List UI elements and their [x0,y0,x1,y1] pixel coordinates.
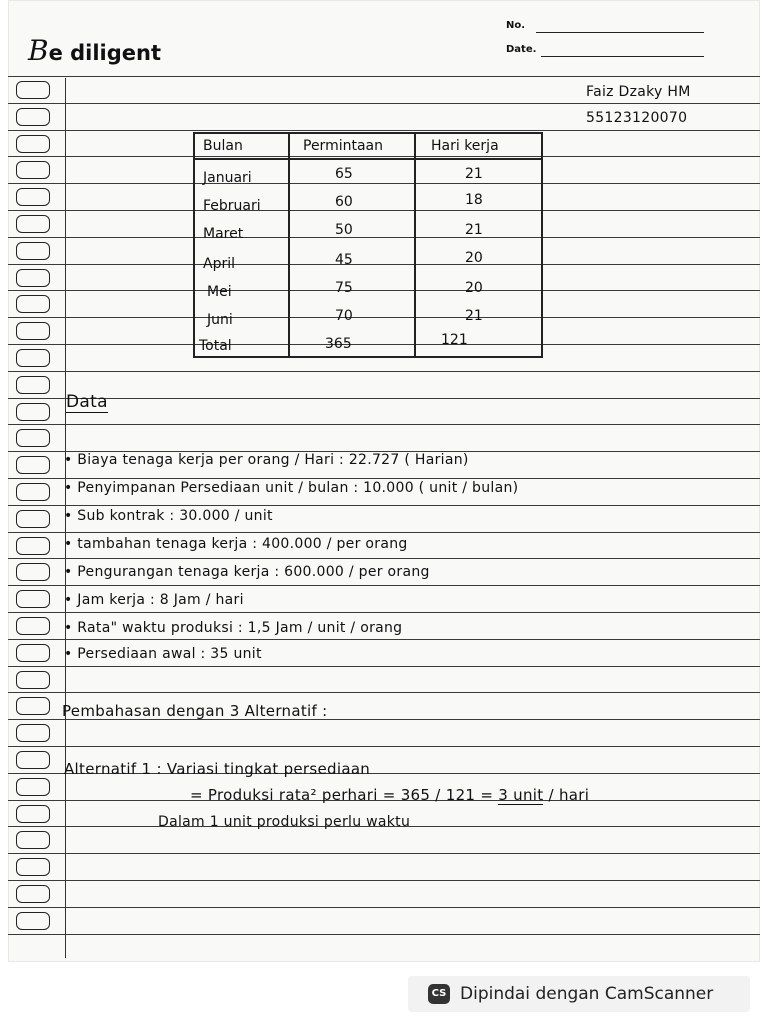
margin-checkbox [16,724,50,742]
margin-checkbox [16,858,50,876]
student-id: 55123120070 [586,110,688,126]
margin-checkbox [16,912,50,930]
margin-checkbox [16,885,50,903]
table-cell: Februari [203,198,261,214]
ruled-line [8,558,760,559]
camscanner-logo-icon: CS [428,984,450,1004]
ruled-line [8,398,760,399]
data-item: • Rata" waktu produksi : 1,5 Jam / unit / orang [64,620,403,636]
margin-checkbox [16,429,50,447]
table-cell: 60 [335,194,353,210]
margin-checkbox [16,269,50,287]
no-line [536,32,704,33]
margin-checkbox [16,376,50,394]
data-item: • Pengurangan tenaga kerja : 600.000 / per orang [64,564,430,580]
date-label: Date. [506,44,537,55]
table-cell: 20 [465,280,483,296]
table-header-permintaan: Permintaan [303,138,383,154]
margin-checkbox [16,483,50,501]
table-cell: 121 [441,332,468,348]
ruled-line [8,478,760,479]
ruled-line [8,692,760,693]
table-header-hari-kerja: Hari kerja [431,138,499,154]
table-cell: 75 [335,280,353,296]
margin-checkbox [16,778,50,796]
ruled-line [8,934,760,935]
student-name: Faiz Dzaky HM [586,84,691,100]
table-cell: 50 [335,222,353,238]
alternative-1-title: Alternatif 1 : Variasi tingkat persediaan [64,760,371,778]
table-cell: Mei [207,284,232,300]
margin-checkbox [16,81,50,99]
margin-checkbox [16,697,50,715]
margin-checkbox [16,805,50,823]
ruled-line [8,76,760,77]
ruled-line [8,853,760,854]
ruled-line [8,585,760,586]
ruled-line [8,746,760,747]
table-cell: 70 [335,308,353,324]
no-label: No. [506,20,526,31]
ruled-line [8,505,760,506]
ruled-line [8,666,760,667]
margin-checkbox [16,644,50,662]
ruled-line [8,612,760,613]
ruled-line [8,907,760,908]
ruled-line [8,424,760,425]
margin-checkbox [16,188,50,206]
discussion-title: Pembahasan dengan 3 Alternatif : [62,702,328,720]
camscanner-watermark [408,976,750,1012]
ruled-line [8,532,760,533]
margin-checkbox [16,108,50,126]
margin-checkbox [16,135,50,153]
margin-checkbox [16,751,50,769]
data-item: • tambahan tenaga kerja : 400.000 / per orang [64,536,408,552]
margin-checkbox [16,537,50,555]
data-title: Data [66,392,108,412]
ruled-line [8,130,760,131]
margin-checkbox [16,295,50,313]
table-cell: Juni [207,312,233,328]
alternative-1-note: Dalam 1 unit produksi perlu waktu [158,814,411,830]
margin-checkbox [16,242,50,260]
ruled-line [8,371,760,372]
data-item: • Biaya tenaga kerja per orang / Hari : 22.727 ( Harian) [64,452,469,468]
table-header-bulan: Bulan [203,138,243,154]
margin-checkbox [16,322,50,340]
table-cell: 18 [465,192,483,208]
table-cell: 65 [335,166,353,182]
margin-checkbox [16,349,50,367]
data-item: • Jam kerja : 8 Jam / hari [64,592,244,608]
table-cell: Maret [203,226,244,242]
ruled-line [8,103,760,104]
margin-checkbox [16,215,50,233]
margin-checkbox [16,831,50,849]
data-item: • Persediaan awal : 35 unit [64,646,262,662]
table-cell: 21 [465,166,483,182]
margin-checkbox [16,510,50,528]
margin-checkbox [16,617,50,635]
margin-checkbox [16,456,50,474]
table-cell: Januari [203,170,252,186]
table-cell: April [203,256,235,272]
data-item: • Sub kontrak : 30.000 / unit [64,508,273,524]
data-item: • Penyimpanan Persediaan unit / bulan : 10.000 ( unit / bulan) [64,480,519,496]
camscanner-text: Dipindai dengan CamScanner [460,984,714,1004]
table-cell: Total [199,338,232,354]
date-line [541,56,704,57]
margin-checkbox [16,671,50,689]
table-cell: 21 [465,222,483,238]
table-cell: 21 [465,308,483,324]
alternative-1-calculation: = Produksi rata² perhari = 365 / 121 = 3 unit / hari [190,786,590,804]
notebook-logo: Be diligent [28,34,162,67]
margin-checkbox [16,563,50,581]
notebook-page [8,0,760,962]
margin-checkbox [16,161,50,179]
table-cell: 365 [325,336,352,352]
margin-checkbox [16,403,50,421]
margin-checkbox [16,590,50,608]
demand-table [193,132,543,358]
table-cell: 45 [335,252,353,268]
ruled-line [8,639,760,640]
table-cell: 20 [465,250,483,266]
ruled-line [8,880,760,881]
